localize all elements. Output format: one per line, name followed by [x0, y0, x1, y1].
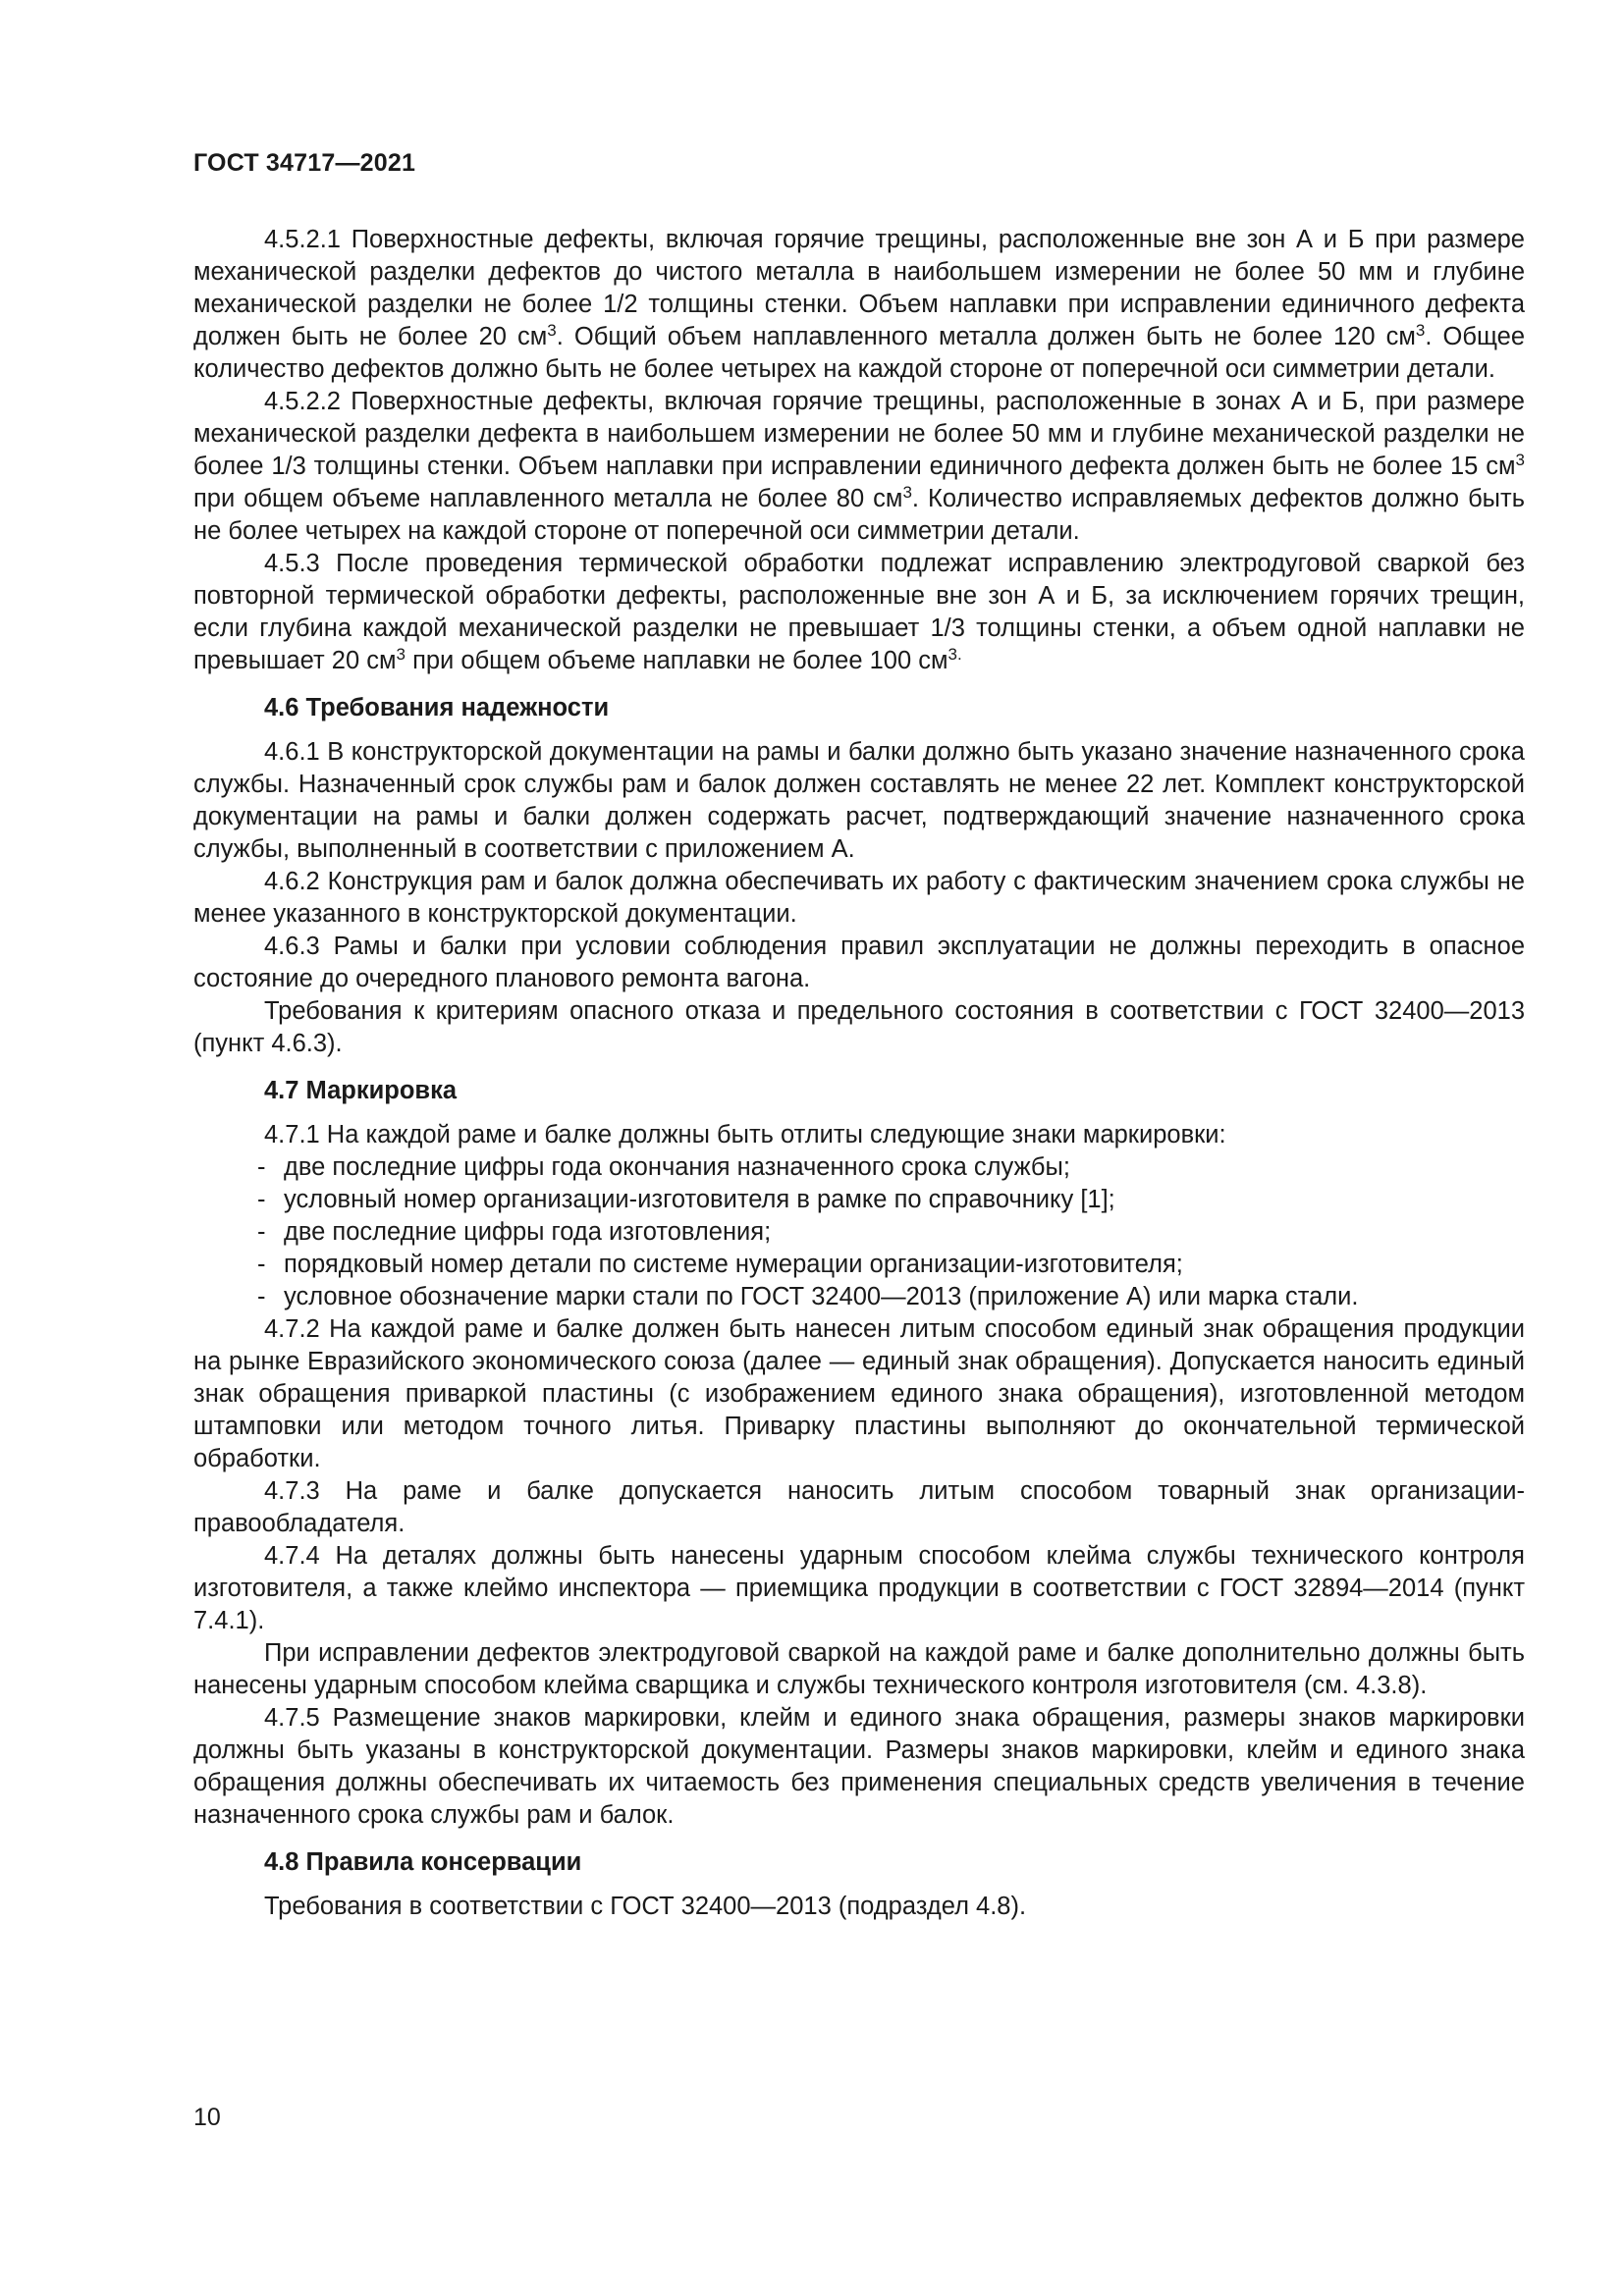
page-number: 10 [193, 2104, 221, 2131]
paragraph-4-6-3-requirements: Требования к критериям опасного отказа и предельного состояния в соответствии с ГОСТ 32400—2013 (пункт 4.6.3). [193, 997, 1525, 1057]
paragraph-4-7-3: 4.7.3 На раме и балке допускается наносить литым способом товарный знак организации-правообладателя. [193, 1477, 1525, 1537]
paragraph-4-7-4: 4.7.4 На деталях должны быть нанесены ударным способом клейма службы технического контроля изготовителя, а также клеймо инспектора — приемщика продукции в соответствии с ГОСТ 32894—2014 (пункт 7.4.1). [193, 1542, 1525, 1634]
paragraph-4-7-1: 4.7.1 На каждой раме и балке должны быть отлиты следующие знаки маркировки: [264, 1121, 1226, 1148]
paragraph-4-7-2: 4.7.2 На каждой раме и балке должен быть нанесен литым способом единый знак обращения продукции на рынке Евразийского экономического союза (далее — единый знак обращения). Допускается наносить единый знак обращения приваркой пластины (с изображением единого знака обращения), изготовленной методом штамповки или методом точного литья. Приварку пластины выполняют до окончательной термической обработки. [193, 1315, 1525, 1472]
paragraph-4-5-2-2: 4.5.2.2 Поверхностные дефекты, включая горячие трещины, расположенные в зонах А и Б, при размере механической разделки дефекта в наибольшем измерении не более 50 мм и глубине механической разделки не более 1/3 толщины стенки. Объем наплавки при исправлении единичного дефекта должен быть не более 15 $см^3$ при общем объеме наплавленного металла не более 80 $см^3$. Количество исправляемых дефектов должно быть не более четырех на каждой стороне от поперечной оси симметрии детали. [193, 388, 1525, 545]
paragraph-4-6-2: 4.6.2 Конструкция рам и балок должна обеспечивать их работу с фактическим значением срока службы не менее указанного в конструкторской документации. [193, 868, 1525, 928]
document-header: ГОСТ 34717—2021 [193, 149, 416, 177]
section-heading-4-6: 4.6 Требования надежности [264, 694, 610, 721]
paragraph-4-5-2-1: 4.5.2.1 Поверхностные дефекты, включая горячие трещины, расположенные вне зон А и Б при размере механической разделки дефектов до чистого металла в наибольшем измерении не более 50 мм и глубине механической разделки не более 1/2 толщины стенки. Объем наплавки при исправлении единичного дефекта должен быть не более 20 $см^3$. Общий объем наплавленного металла должен быть не более 120 $см^3$. Общее количество дефектов должно быть не более четырех на каждой стороне от поперечной оси симметрии детали. [193, 226, 1525, 383]
paragraph-4-7-5: 4.7.5 Размещение знаков маркировки, клейм и единого знака обращения, размеры знаков маркировки должны быть указаны в конструкторской документации. Размеры знаков маркировки, клейм и единого знака обращения должны обеспечивать их читаемость без применения специальных средств увеличения в течение назначенного срока службы рам и балок. [193, 1704, 1525, 1829]
document-body [193, 224, 1525, 1923]
list-item: - порядковый номер детали по системе нумерации организации-изготовителя; [257, 1251, 1183, 1278]
list-item: - две последние цифры года изготовления; [257, 1218, 772, 1246]
paragraph-4-5-3: 4.5.3 После проведения термической обработки подлежат исправлению электродуговой сваркой без повторной термической обработки дефекты, расположенные вне зон А и Б, за исключением горячих трещин, если глубина каждой механической разделки не превышает 1/3 толщины стенки, а объем одной наплавки не превышает 20 $см^3$ при общем объеме наплавки не более 100 $см^{3.}$ [193, 550, 1525, 674]
section-heading-4-8: 4.8 Правила консервации [264, 1848, 582, 1876]
list-item: - условное обозначение марки стали по ГОСТ 32400—2013 (приложение А) или марка стали. [257, 1283, 1359, 1310]
list-item: - две последние цифры года окончания назначенного срока службы; [257, 1153, 1070, 1181]
list-item: - условный номер организации-изготовителя в рамке по справочнику [1]; [257, 1186, 1115, 1213]
paragraph-4-6-1: 4.6.1 В конструкторской документации на рамы и балки должно быть указано значение назначенного срока службы. Назначенный срок службы рам и балок должен составлять не менее 22 лет. Комплект конструкторской документации на рамы и балки должен содержать расчет, подтверждающий значение назначенного срока службы, выполненный в соответствии с приложением А. [193, 738, 1525, 863]
paragraph-4-6-3: 4.6.3 Рамы и балки при условии соблюдения правил эксплуатации не должны переходить в опасное состояние до очередного планового ремонта вагона. [193, 933, 1525, 992]
section-heading-4-7: 4.7 Маркировка [264, 1077, 458, 1104]
paragraph-4-8: Требования в соответствии с ГОСТ 32400—2013 (подраздел 4.8). [264, 1893, 1027, 1920]
paragraph-4-7-4-welding: При исправлении дефектов электродуговой сваркой на каждой раме и балке дополнительно должны быть нанесены ударным способом клейма сварщика и службы технического контроля изготовителя (см. 4.3.8). [193, 1639, 1525, 1699]
